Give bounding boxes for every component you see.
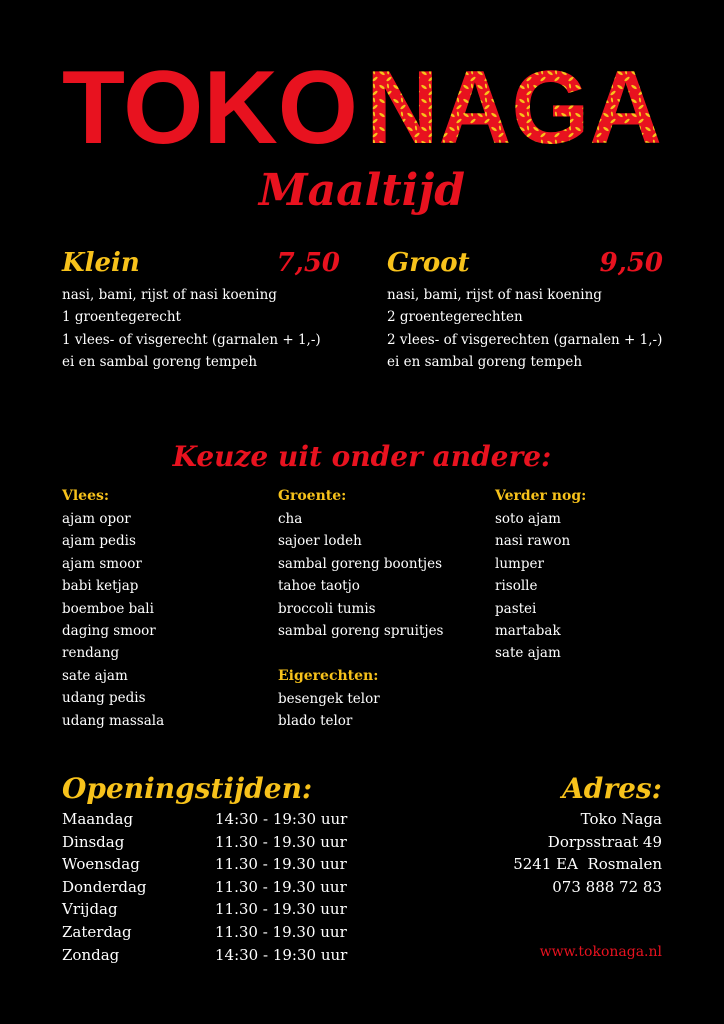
- size-line: ei en sambal goreng tempeh: [62, 354, 258, 371]
- hours-row: [62, 853, 352, 876]
- hours-row: [62, 944, 352, 967]
- size-price: 9,50: [599, 248, 663, 278]
- address-line: Toko Naga: [580, 810, 662, 828]
- hours-day: Dinsdag: [62, 832, 125, 851]
- toko-naga-logo: [0, 55, 724, 155]
- dish-item: pastei: [495, 600, 537, 617]
- menu-size-klein: [62, 248, 340, 374]
- category-vlees: [62, 484, 262, 732]
- size-line: nasi, bami, rijst of nasi koening: [387, 287, 602, 303]
- size-price: 7,50: [276, 248, 340, 278]
- dish-item: sajoer lodeh: [278, 533, 362, 550]
- website-link[interactable]: www.tokonaga.nl: [539, 944, 662, 960]
- hours-row: [62, 898, 352, 921]
- category-eigerechten: [278, 664, 488, 733]
- address-line: Dorpsstraat 49: [547, 832, 662, 851]
- size-line: nasi, bami, rijst of nasi koening: [62, 287, 277, 303]
- menu-size-groot: [387, 248, 663, 374]
- hours-day: Zondag: [62, 945, 120, 964]
- category-groente: [278, 484, 488, 642]
- hours-time: 14:30 - 19:30 uur: [215, 945, 348, 964]
- dish-item: ajam smoor: [62, 555, 142, 572]
- dish-item: udang pedis: [62, 690, 146, 707]
- hours-row: [62, 876, 352, 899]
- dish-item: rendang: [62, 645, 120, 662]
- dish-item: udang massala: [62, 712, 165, 729]
- dish-item: risolle: [495, 578, 538, 595]
- hours-time: 11.30 - 19.30 uur: [215, 855, 347, 874]
- opening-hours-title: Openingstijden:: [62, 772, 313, 805]
- hours-day: Vrijdag: [62, 900, 118, 919]
- hours-row: [62, 921, 352, 944]
- dish-item: lumper: [495, 555, 544, 572]
- hours-day: Zaterdag: [62, 922, 132, 941]
- address-phone: 073 888 72 83: [552, 877, 662, 896]
- dish-item: sate ajam: [62, 667, 128, 684]
- address-block: [442, 808, 662, 898]
- dish-item: babi ketjap: [62, 578, 139, 595]
- size-line: 1 groentegerecht: [62, 309, 181, 326]
- dish-item: sambal goreng spruitjes: [278, 623, 444, 640]
- dish-item: ajam opor: [62, 511, 131, 527]
- hours-time: 11.30 - 19.30 uur: [215, 922, 347, 941]
- category-title: Verder nog:: [495, 488, 587, 504]
- hours-day: Donderdag: [62, 877, 147, 896]
- dish-item: daging smoor: [62, 623, 156, 640]
- dish-item: nasi rawon: [495, 533, 571, 550]
- category-title: Eigerechten:: [278, 668, 379, 684]
- dish-item: boemboe bali: [62, 600, 154, 617]
- dish-item: tahoe taotjo: [278, 578, 360, 595]
- dish-item: soto ajam: [495, 511, 561, 527]
- size-line: 1 vlees- of visgerecht (garnalen + 1,-): [62, 331, 321, 348]
- logo-toko-text: TOKO: [62, 55, 358, 155]
- logo-naga-text: NAGA: [366, 55, 662, 155]
- dish-item: broccoli tumis: [278, 600, 376, 617]
- size-line: 2 groentegerechten: [387, 309, 523, 326]
- size-name: Groot: [387, 248, 470, 278]
- hours-time: 11.30 - 19.30 uur: [215, 877, 347, 896]
- category-title: Groente:: [278, 488, 347, 504]
- address-line: 5241 EA Rosmalen: [513, 855, 662, 874]
- dish-item: sate ajam: [495, 645, 561, 662]
- dish-item: besengek telor: [278, 691, 380, 707]
- hours-row: [62, 831, 352, 854]
- size-line: 2 vlees- of visgerechten (garnalen + 1,-): [387, 331, 663, 348]
- dish-item: martabak: [495, 623, 561, 640]
- hours-time: 14:30 - 19:30 uur: [215, 810, 348, 828]
- hours-day: Woensdag: [62, 855, 140, 874]
- choice-heading: Keuze uit onder andere:: [172, 440, 552, 473]
- dish-item: cha: [278, 511, 303, 527]
- dish-item: ajam pedis: [62, 533, 136, 550]
- hours-row: [62, 808, 352, 831]
- hours-time: 11.30 - 19.30 uur: [215, 900, 347, 919]
- page-title: Maaltijd: [258, 165, 466, 216]
- category-verder-nog: [495, 484, 665, 665]
- address-title: Adres:: [562, 772, 662, 805]
- size-name: Klein: [62, 248, 140, 278]
- opening-hours-table: [62, 808, 352, 966]
- size-line: ei en sambal goreng tempeh: [387, 354, 583, 371]
- dish-item: sambal goreng boontjes: [278, 555, 443, 572]
- hours-time: 11.30 - 19.30 uur: [215, 832, 347, 851]
- dish-item: blado telor: [278, 713, 353, 730]
- hours-day: Maandag: [62, 810, 134, 828]
- category-title: Vlees:: [62, 488, 110, 504]
